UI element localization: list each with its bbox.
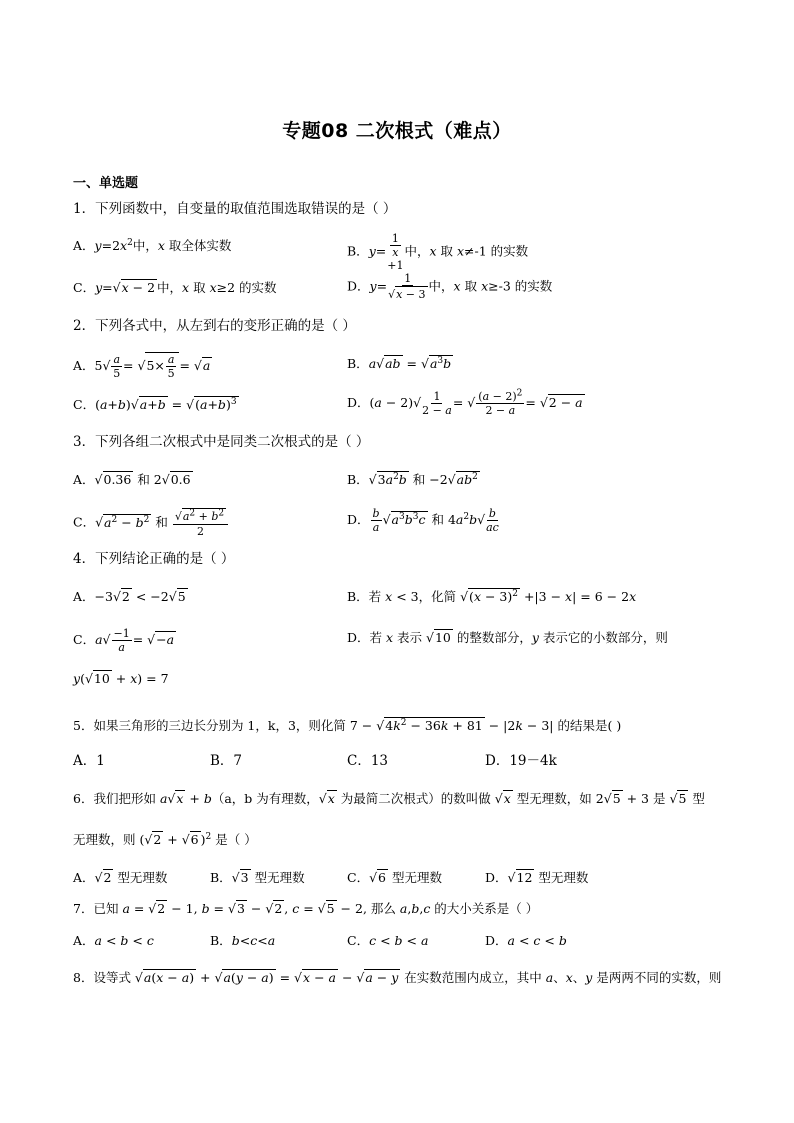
q2-option-d: D．(a − 2)√ $\frac{1}{2 - a}$ = √ $\frac{(a - 2)^2}{2 - a}$ = √2 − a [347,388,583,417]
question-5-stem: 5．如果三角形的三边长分别为 1，k，3，则化简 $7 - √4k^2 - 36k + 81 - |2k - 3|$ 的结果是( ) [73,717,622,733]
q6-option-a: A．√2 型无理数 [73,870,168,885]
q4-option-d: D．若 x 表示 √10 的整数部分，y 表示它的小数部分，则 [347,630,668,645]
question-4-stem: 4．下列结论正确的是（ ） [73,551,235,567]
q5-option-a: A．1 [73,753,105,769]
q3-option-a: A．√0.36 和 2√0.6 [73,472,191,487]
question-8-stem: 8．设等式 √a(x − a) + √a(y − a) = √x − a − √a − y 在实数范围内成立，其中 a、x、y 是两两不同的实数，则 [73,970,722,985]
q5-option-b: B．7 [210,753,243,769]
q3-option-b: B．$√3a^2b$ 和 $-2√ab^2$ [347,471,478,487]
q3-option-d: D． $\frac{b}{a}$ $√a^3b^3c$ 和 $4a^2b√$ $\frac{b}{ac}$ [347,507,499,534]
q1-option-a: A．$y=2x^2$中，x 取全体实数 [73,237,232,253]
q4-option-b: B．若 x < 3，化简 $√(x - 3)^2 +|3 - x| = 6 - 2x$ [347,588,637,604]
q4-option-d-continuation: y(√10 + x) = 7 [73,671,169,686]
q1-option-c: C．y=√ x − 2 中，x 取 x≥2 的实数 [73,279,277,297]
question-1-stem: 1．下列函数中，自变量的取值范围选取错误的是（ ） [73,201,397,217]
section-heading: 一、单选题 [73,176,139,191]
q1-option-d: D．y= $\frac{1}{√x - 3}$ 中，x 取 x≥-3 的实数 [347,272,553,301]
question-7-stem: 7．已知 a = √2 − 1, b = √3 − √2 , c = √5 − 2, 那么 a,b,c 的大小关系是（ ） [73,901,539,916]
q7-option-c: C．c < b < a [347,933,429,948]
q6-option-c: C．√6 型无理数 [347,870,442,885]
question-6-continuation: 无理数，则 (√2 + √6 )$^2$ 是（ ） [73,831,257,847]
q4-option-a: A．−3√2 < −2√5 [73,589,186,604]
q2-option-a: A．5√ $\frac{a}{5}$ = √5× $\frac{a}{5}$ = √a [73,353,211,380]
question-3-stem: 3．下列各组二次根式中是同类二次根式的是（ ） [73,434,370,450]
q4-option-c: C．a√ $\frac{-1}{a}$ = √−a [73,627,175,654]
q2-option-c: C．$(a+b)√a+b = √(a+b)^3$ [73,396,237,412]
q5-option-d: D．19－4k [485,753,557,769]
question-6-stem: 6．我们把形如 a√x + b（a，b 为有理数，√x 为最简二次根式）的数叫做 √x 型无理数，如 2√5 + 3 是 √5 型 [73,791,705,806]
q1-option-b: B．y= 1 x +1中，x 取 x≠-1 的实数 [347,232,529,272]
q7-option-b: B．b<c<a [210,933,276,948]
page-title: 专题08 二次根式（难点） [282,120,512,142]
q7-option-d: D．a < c < b [485,933,567,948]
q6-option-b: B．√3 型无理数 [210,870,305,885]
q7-option-a: A．a < b < c [73,933,154,948]
question-2-stem: 2．下列各式中，从左到右的变形正确的是（ ） [73,318,356,334]
q3-option-c: C．$√a^2 - b^2$ 和 $\frac{√a^2 + b^2}{2}$ [73,508,229,538]
q5-option-c: C．13 [347,753,389,769]
q6-option-d: D．√12 型无理数 [485,870,589,885]
q2-option-b: B．$a√ab = √a^3b$ [347,355,452,371]
